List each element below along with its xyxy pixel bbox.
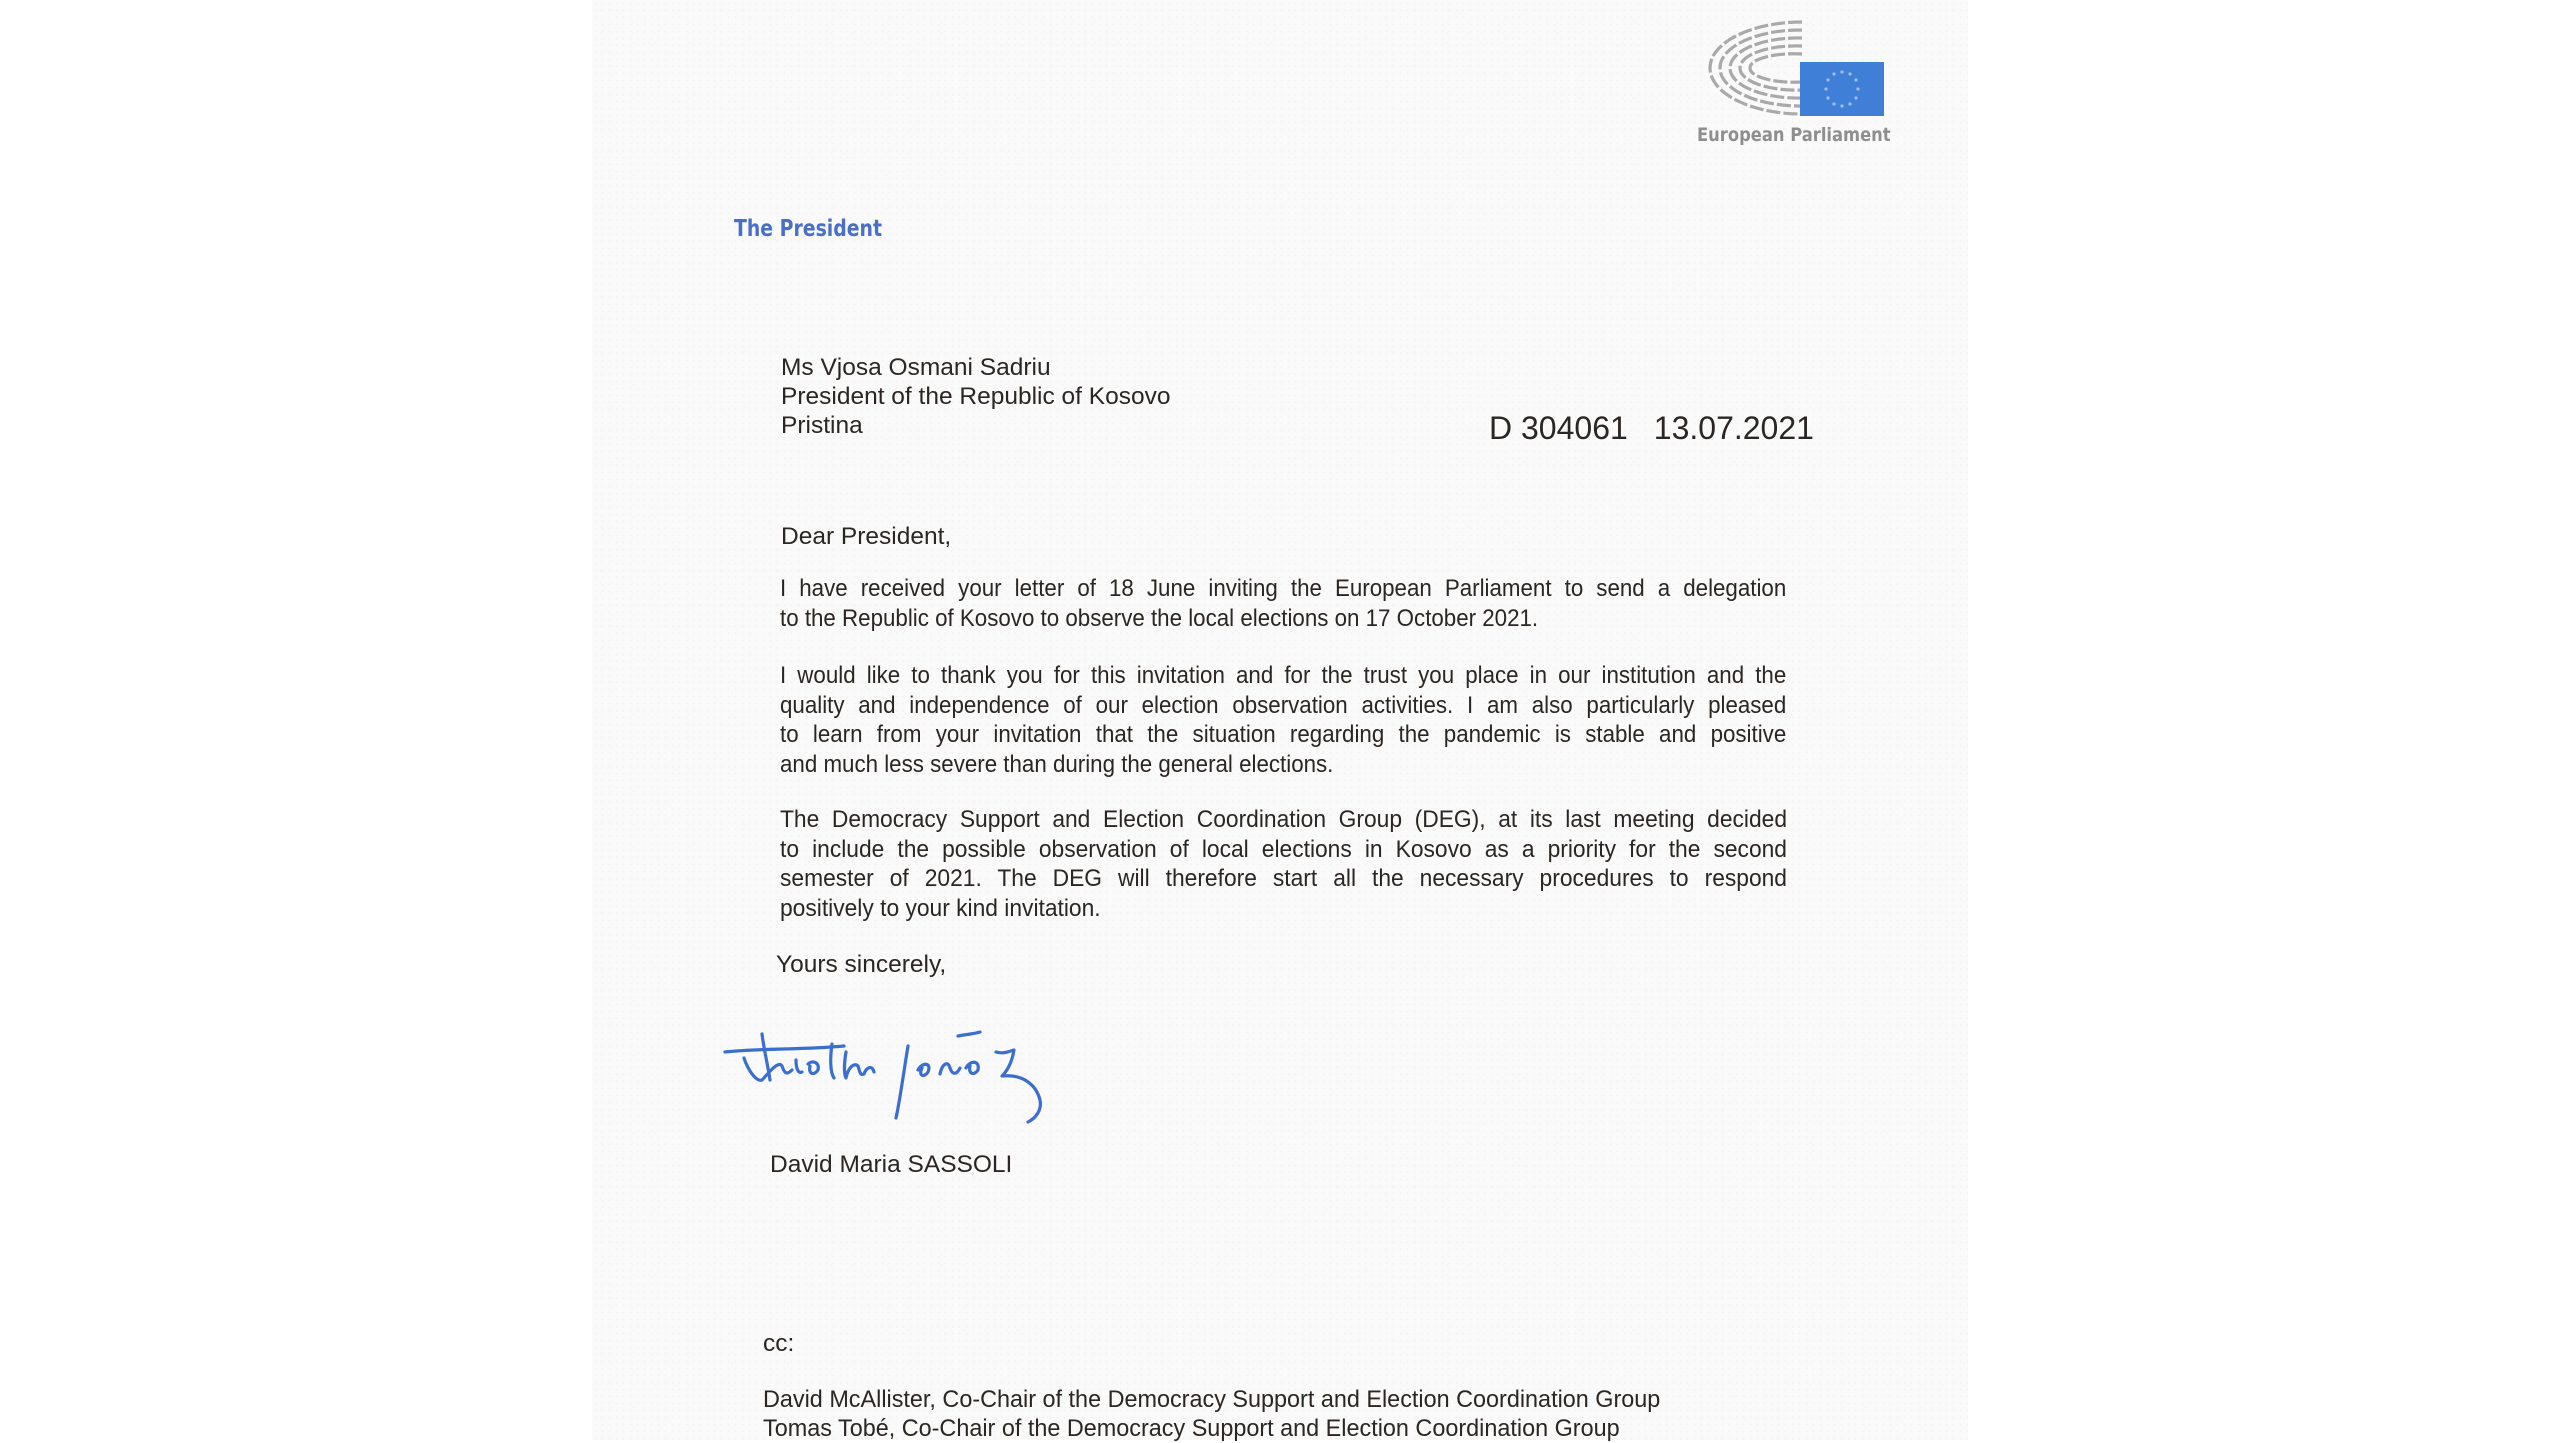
cc-label: cc: (763, 1330, 795, 1357)
parliament-hemicycle-icon (1706, 18, 1806, 118)
salutation: Dear President, (781, 523, 952, 550)
paragraph-line: I would like to thank you for this invitation and for the trust you place in our institution and the (780, 662, 1787, 689)
cc-recipients (763, 1385, 1660, 1443)
organization-name: European Parliament (1697, 124, 1891, 146)
reference-date: 13.07.2021 (1653, 410, 1814, 446)
eu-flag-icon (1800, 62, 1884, 116)
body-paragraph-2 (780, 661, 1786, 779)
recipient-city: Pristina (781, 412, 863, 439)
reference-number: D 304061 (1489, 410, 1628, 446)
cc-recipient: Tomas Tobé, Co-Chair of the Democracy Support and Election Coordination Group (763, 1415, 1620, 1442)
body-paragraph-3 (780, 805, 1787, 923)
paragraph-line: The Democracy Support and Election Coordination Group (DEG), at its last meeting decided (780, 806, 1787, 833)
closing: Yours sincerely, (776, 951, 947, 978)
body-paragraph-1 (780, 574, 1786, 633)
paragraph-line: quality and independence of our election observation activities. I am also particularly pleased (780, 691, 1787, 719)
signer-name: David Maria SASSOLI (770, 1151, 1013, 1178)
paragraph-line: semester of 2021. The DEG will therefore start all the necessary procedures to respond (780, 865, 1787, 892)
reference-line (1489, 410, 1814, 447)
paragraph-line: I have received your letter of 18 June inviting the European Parliament to send a delegation (780, 575, 1787, 602)
recipient-title: President of the Republic of Kosovo (781, 383, 1171, 410)
paragraph-line: to learn from your invitation that the situation regarding the pandemic is stable and positive (780, 721, 1787, 748)
recipient-name: Ms Vjosa Osmani Sadriu (781, 354, 1051, 381)
paragraph-line: and much less severe than during the general elections. (780, 750, 1334, 778)
office-title: The President (734, 216, 882, 242)
paragraph-line: positively to your kind invitation. (780, 894, 1101, 922)
paragraph-line: to the Republic of Kosovo to observe the local elections on 17 October 2021. (780, 604, 1539, 632)
cc-recipient: David McAllister, Co-Chair of the Democracy Support and Election Coordination Group (763, 1386, 1661, 1413)
handwritten-signature-icon (722, 1030, 1112, 1140)
paragraph-line: to include the possible observation of local elections in Kosovo as a priority for the second (780, 835, 1787, 863)
recipient-address (781, 353, 1171, 440)
